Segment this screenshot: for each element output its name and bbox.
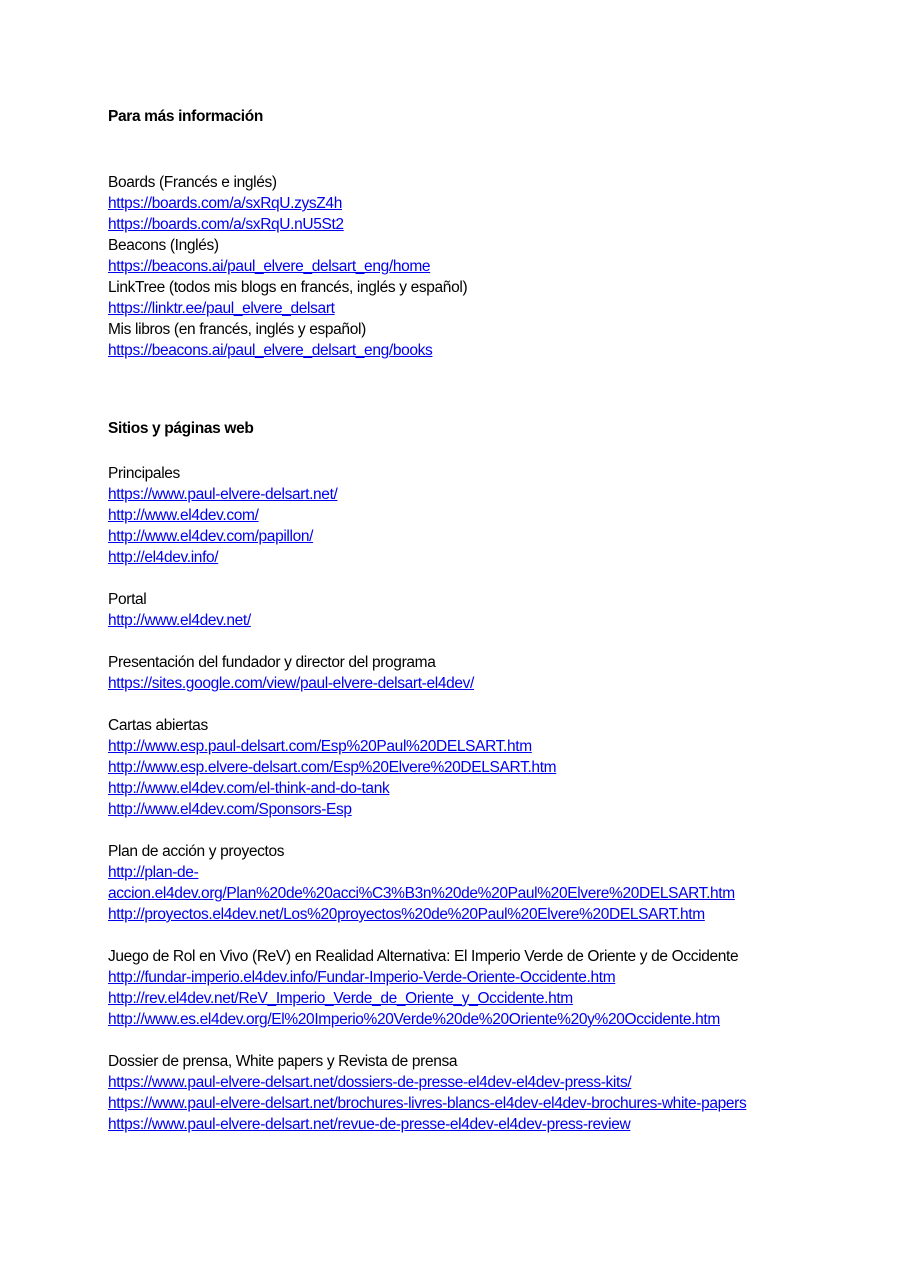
link-beacons-home[interactable]: https://beacons.ai/paul_elvere_delsart_eng/home <box>108 258 431 275</box>
section-heading-more-info: Para más información <box>108 108 263 125</box>
label-boards: Boards (Francés e inglés) <box>108 174 277 191</box>
label-books: Mis libros (en francés, inglés y español) <box>108 321 366 338</box>
link-beacons-books[interactable]: https://beacons.ai/paul_elvere_delsart_eng/books <box>108 342 433 359</box>
more-info-list <box>108 172 868 361</box>
group-label-press: Dossier de prensa, White papers y Revista de prensa <box>108 1053 458 1070</box>
group-principales <box>108 463 868 568</box>
group-action-plan <box>108 841 868 925</box>
link-action-plan-part2[interactable]: accion.el4dev.org/Plan%20de%20acci%C3%B3n%20de%20Paul%20Elvere%20DELSART.htm <box>108 885 735 902</box>
link-linktree[interactable]: https://linktr.ee/paul_elvere_delsart <box>108 300 335 317</box>
group-founder <box>108 652 868 694</box>
link-press-review[interactable]: https://www.paul-elvere-delsart.net/revue-de-presse-el4dev-el4dev-press-review <box>108 1116 631 1133</box>
group-label-principales: Principales <box>108 465 180 482</box>
link-boards-1[interactable]: https://boards.com/a/sxRqU.zysZ4h <box>108 195 342 212</box>
link-principales-3[interactable]: http://www.el4dev.com/papillon/ <box>108 528 314 545</box>
link-larp-3[interactable]: http://www.es.el4dev.org/El%20Imperio%20Verde%20de%20Oriente%20y%20Occidente.htm <box>108 1011 720 1028</box>
group-label-larp: Juego de Rol en Vivo (ReV) en Realidad Alternativa: El Imperio Verde de Oriente y de Occidente <box>108 948 739 965</box>
group-label-open-letters: Cartas abiertas <box>108 717 208 734</box>
link-white-papers[interactable]: https://www.paul-elvere-delsart.net/brochures-livres-blancs-el4dev-el4dev-brochures-white-papers <box>108 1095 747 1112</box>
link-principales-2[interactable]: http://www.el4dev.com/ <box>108 507 259 524</box>
link-open-letters-3[interactable]: http://www.el4dev.com/el-think-and-do-tank <box>108 780 390 797</box>
link-principales-4[interactable]: http://el4dev.info/ <box>108 549 219 566</box>
group-label-portal: Portal <box>108 591 147 608</box>
link-open-letters-4[interactable]: http://www.el4dev.com/Sponsors-Esp <box>108 801 352 818</box>
link-principales-1[interactable]: https://www.paul-elvere-delsart.net/ <box>108 486 338 503</box>
label-linktree: LinkTree (todos mis blogs en francés, inglés y español) <box>108 279 468 296</box>
link-boards-2[interactable]: https://boards.com/a/sxRqU.nU5St2 <box>108 216 344 233</box>
group-larp <box>108 946 868 1030</box>
link-open-letters-2[interactable]: http://www.esp.elvere-delsart.com/Esp%20Elvere%20DELSART.htm <box>108 759 557 776</box>
label-beacons: Beacons (Inglés) <box>108 237 219 254</box>
link-projects[interactable]: http://proyectos.el4dev.net/Los%20proyectos%20de%20Paul%20Elvere%20DELSART.htm <box>108 906 705 923</box>
link-open-letters-1[interactable]: http://www.esp.paul-delsart.com/Esp%20Paul%20DELSART.htm <box>108 738 532 755</box>
link-action-plan-part1[interactable]: http://plan-de- <box>108 864 199 881</box>
group-open-letters <box>108 715 868 820</box>
group-label-founder: Presentación del fundador y director del programa <box>108 654 436 671</box>
section-heading-websites: Sitios y páginas web <box>108 420 254 437</box>
link-larp-1[interactable]: http://fundar-imperio.el4dev.info/Fundar-Imperio-Verde-Oriente-Occidente.htm <box>108 969 616 986</box>
document-page <box>108 106 868 1135</box>
group-portal <box>108 589 868 631</box>
link-founder[interactable]: https://sites.google.com/view/paul-elvere-delsart-el4dev/ <box>108 675 475 692</box>
group-label-action-plan: Plan de acción y proyectos <box>108 843 285 860</box>
group-press <box>108 1051 868 1135</box>
link-press-kits[interactable]: https://www.paul-elvere-delsart.net/dossiers-de-presse-el4dev-el4dev-press-kits/ <box>108 1074 632 1091</box>
link-portal[interactable]: http://www.el4dev.net/ <box>108 612 251 629</box>
link-larp-2[interactable]: http://rev.el4dev.net/ReV_Imperio_Verde_de_Oriente_y_Occidente.htm <box>108 990 573 1007</box>
